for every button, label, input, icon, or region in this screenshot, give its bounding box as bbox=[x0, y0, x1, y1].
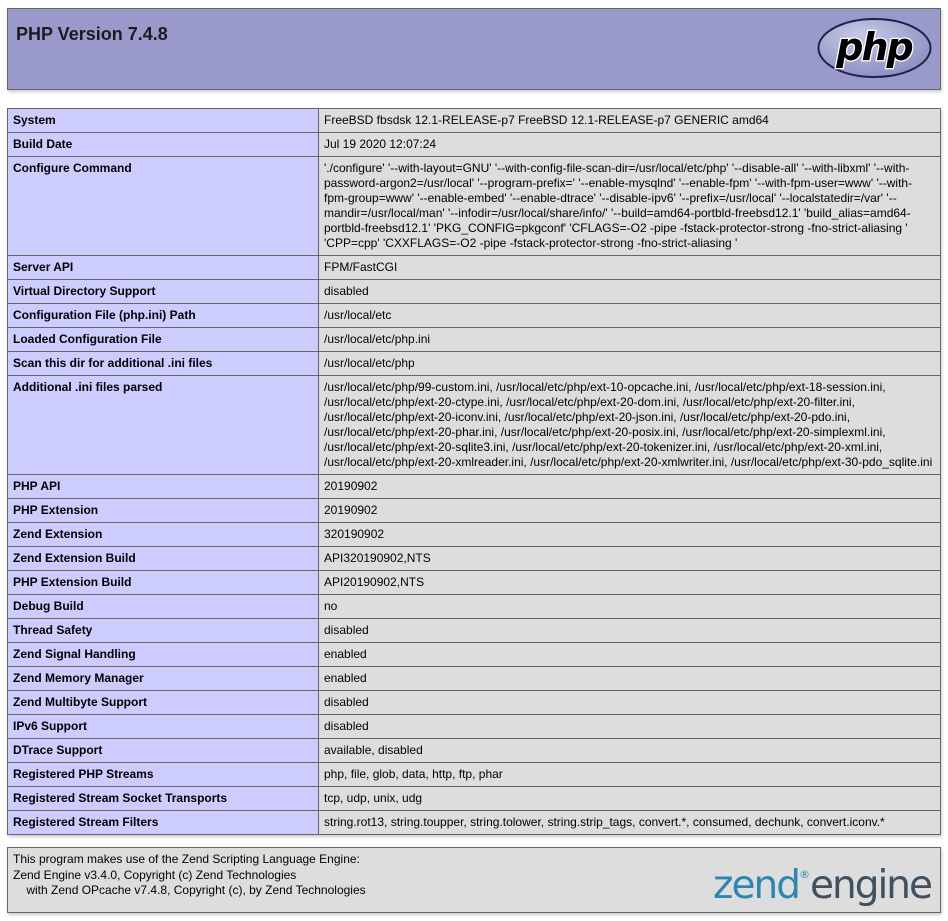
table-row bbox=[8, 499, 941, 523]
table-row bbox=[8, 811, 941, 835]
row-value: API320190902,NTS bbox=[319, 547, 941, 571]
engine-logo-word: engine bbox=[809, 863, 931, 908]
table-row bbox=[8, 280, 941, 304]
row-value: FreeBSD fbsdsk 12.1-RELEASE-p7 FreeBSD 12.1-RELEASE-p7 GENERIC amd64 bbox=[319, 109, 941, 133]
page-title: PHP Version 7.4.8 bbox=[16, 24, 168, 44]
row-label: DTrace Support bbox=[8, 739, 319, 763]
row-label: Zend Extension Build bbox=[8, 547, 319, 571]
row-label: IPv6 Support bbox=[8, 715, 319, 739]
zend-credit-line: with Zend OPcache v7.4.8, Copyright (c), by Zend Technologies bbox=[13, 883, 366, 898]
row-value: /usr/local/etc/php bbox=[319, 352, 941, 376]
row-label: Virtual Directory Support bbox=[8, 280, 319, 304]
row-label: Registered Stream Socket Transports bbox=[8, 787, 319, 811]
row-value: disabled bbox=[319, 619, 941, 643]
php-logo-link[interactable] bbox=[816, 17, 933, 83]
table-row bbox=[8, 619, 941, 643]
table-row bbox=[8, 691, 941, 715]
row-label: PHP Extension Build bbox=[8, 571, 319, 595]
header-row bbox=[8, 9, 941, 90]
table-row bbox=[8, 571, 941, 595]
table-row bbox=[8, 595, 941, 619]
php-logo-icon bbox=[816, 17, 933, 79]
table-row bbox=[8, 787, 941, 811]
row-value: /usr/local/etc/php/99-custom.ini, /usr/local/etc/php/ext-10-opcache.ini, /usr/local/etc/php/ext-18-session.ini, /usr/local/etc/php/ext-20-ctype.ini, /usr/local/etc/php/ext-20-dom.ini, /usr/local/etc/php/ext-20-filter.ini, /usr/local/etc/php/ext-20-iconv.ini, /usr/local/etc/php/ext-20-json.ini, /usr/local/etc/php/ext-20-pdo.ini, /usr/local/etc/php/ext-20-phar.ini, /usr/local/etc/php/ext-20-posix.ini, /usr/local/etc/php/ext-20-simplexml.ini, /usr/local/etc/php/ext-20-sqlite3.ini, /usr/local/etc/php/ext-20-tokenizer.ini, /usr/local/etc/php/ext-20-xml.ini, /usr/local/etc/php/ext-20-xmlreader.ini, /usr/local/etc/php/ext-20-xmlwriter.ini, /usr/local/etc/php/ext-30-pdo_sqlite.ini bbox=[319, 376, 941, 475]
row-label: Zend Signal Handling bbox=[8, 643, 319, 667]
row-label: Configuration File (php.ini) Path bbox=[8, 304, 319, 328]
row-label: Additional .ini files parsed bbox=[8, 376, 319, 475]
zend-credits-cell bbox=[8, 848, 941, 913]
row-label: Scan this dir for additional .ini files bbox=[8, 352, 319, 376]
row-label: Debug Build bbox=[8, 595, 319, 619]
table-row bbox=[8, 157, 941, 256]
row-value: /usr/local/etc bbox=[319, 304, 941, 328]
row-label: Zend Multibyte Support bbox=[8, 691, 319, 715]
registered-trademark-icon: ® bbox=[798, 868, 810, 881]
row-value: no bbox=[319, 595, 941, 619]
row-label: PHP API bbox=[8, 475, 319, 499]
row-value: disabled bbox=[319, 280, 941, 304]
row-label: Zend Extension bbox=[8, 523, 319, 547]
info-table bbox=[7, 108, 941, 835]
table-row bbox=[8, 475, 941, 499]
row-label: Loaded Configuration File bbox=[8, 328, 319, 352]
info-table-body bbox=[8, 109, 941, 835]
row-label: System bbox=[8, 109, 319, 133]
table-row bbox=[8, 304, 941, 328]
row-value: enabled bbox=[319, 643, 941, 667]
zend-credits-table bbox=[7, 847, 941, 913]
zend-logo-link[interactable] bbox=[713, 853, 931, 908]
table-row bbox=[8, 715, 941, 739]
php-logo-text: php bbox=[836, 25, 912, 69]
table-row bbox=[8, 328, 941, 352]
row-value: disabled bbox=[319, 691, 941, 715]
zend-engine-logo bbox=[713, 863, 931, 908]
zend-credit-line: This program makes use of the Zend Scripting Language Engine: bbox=[13, 852, 360, 866]
table-row bbox=[8, 667, 941, 691]
row-value: FPM/FastCGI bbox=[319, 256, 941, 280]
row-label: Configure Command bbox=[8, 157, 319, 256]
zend-credits-row bbox=[8, 848, 941, 913]
header-cell bbox=[8, 9, 941, 90]
table-row bbox=[8, 133, 941, 157]
row-value: string.rot13, string.toupper, string.tolower, string.strip_tags, convert.*, consumed, dechunk, convert.iconv.* bbox=[319, 811, 941, 835]
table-row bbox=[8, 376, 941, 475]
row-value: 20190902 bbox=[319, 475, 941, 499]
table-row bbox=[8, 256, 941, 280]
row-label: Thread Safety bbox=[8, 619, 319, 643]
row-value: available, disabled bbox=[319, 739, 941, 763]
row-value: enabled bbox=[319, 667, 941, 691]
zend-credit-line: Zend Engine v3.4.0, Copyright (c) Zend Technologies bbox=[13, 867, 297, 882]
table-row bbox=[8, 739, 941, 763]
table-row bbox=[8, 643, 941, 667]
table-row bbox=[8, 547, 941, 571]
row-value: disabled bbox=[319, 715, 941, 739]
table-row bbox=[8, 523, 941, 547]
header-table bbox=[7, 8, 941, 90]
row-value: tcp, udp, unix, udg bbox=[319, 787, 941, 811]
zend-logo-word: zend bbox=[713, 863, 799, 908]
row-value: /usr/local/etc/php.ini bbox=[319, 328, 941, 352]
row-label: Build Date bbox=[8, 133, 319, 157]
row-value: Jul 19 2020 12:07:24 bbox=[319, 133, 941, 157]
table-row bbox=[8, 763, 941, 787]
row-label: Registered PHP Streams bbox=[8, 763, 319, 787]
table-row bbox=[8, 352, 941, 376]
row-label: Zend Memory Manager bbox=[8, 667, 319, 691]
table-row bbox=[8, 109, 941, 133]
row-label: PHP Extension bbox=[8, 499, 319, 523]
row-value: 320190902 bbox=[319, 523, 941, 547]
row-value: php, file, glob, data, http, ftp, phar bbox=[319, 763, 941, 787]
row-label: Server API bbox=[8, 256, 319, 280]
row-label: Registered Stream Filters bbox=[8, 811, 319, 835]
row-value: 20190902 bbox=[319, 499, 941, 523]
row-value: './configure' '--with-layout=GNU' '--with-config-file-scan-dir=/usr/local/etc/php' '--disable-all' '--with-libxml' '--with-password-argon2=/usr/local' '--program-prefix=' '--enable-mysqlnd' '--enable-fpm' '--with-fpm-user=www' '--with-fpm-group=www' '--enable-embed' '--enable-dtrace' '--disable-ipv6' '--prefix=/usr/local' '--localstatedir=/var' '--mandir=/usr/local/man' '--infodir=/usr/local/share/info/' '--build=amd64-portbld-freebsd12.1' 'build_alias=amd64-portbld-freebsd12.1' 'PKG_CONFIG=pkgconf' 'CFLAGS=-O2 -pipe -fstack-protector-strong -fno-strict-aliasing ' 'CPP=cpp' 'CXXFLAGS=-O2 -pipe -fstack-protector-strong -fno-strict-aliasing ' bbox=[319, 157, 941, 256]
row-value: API20190902,NTS bbox=[319, 571, 941, 595]
